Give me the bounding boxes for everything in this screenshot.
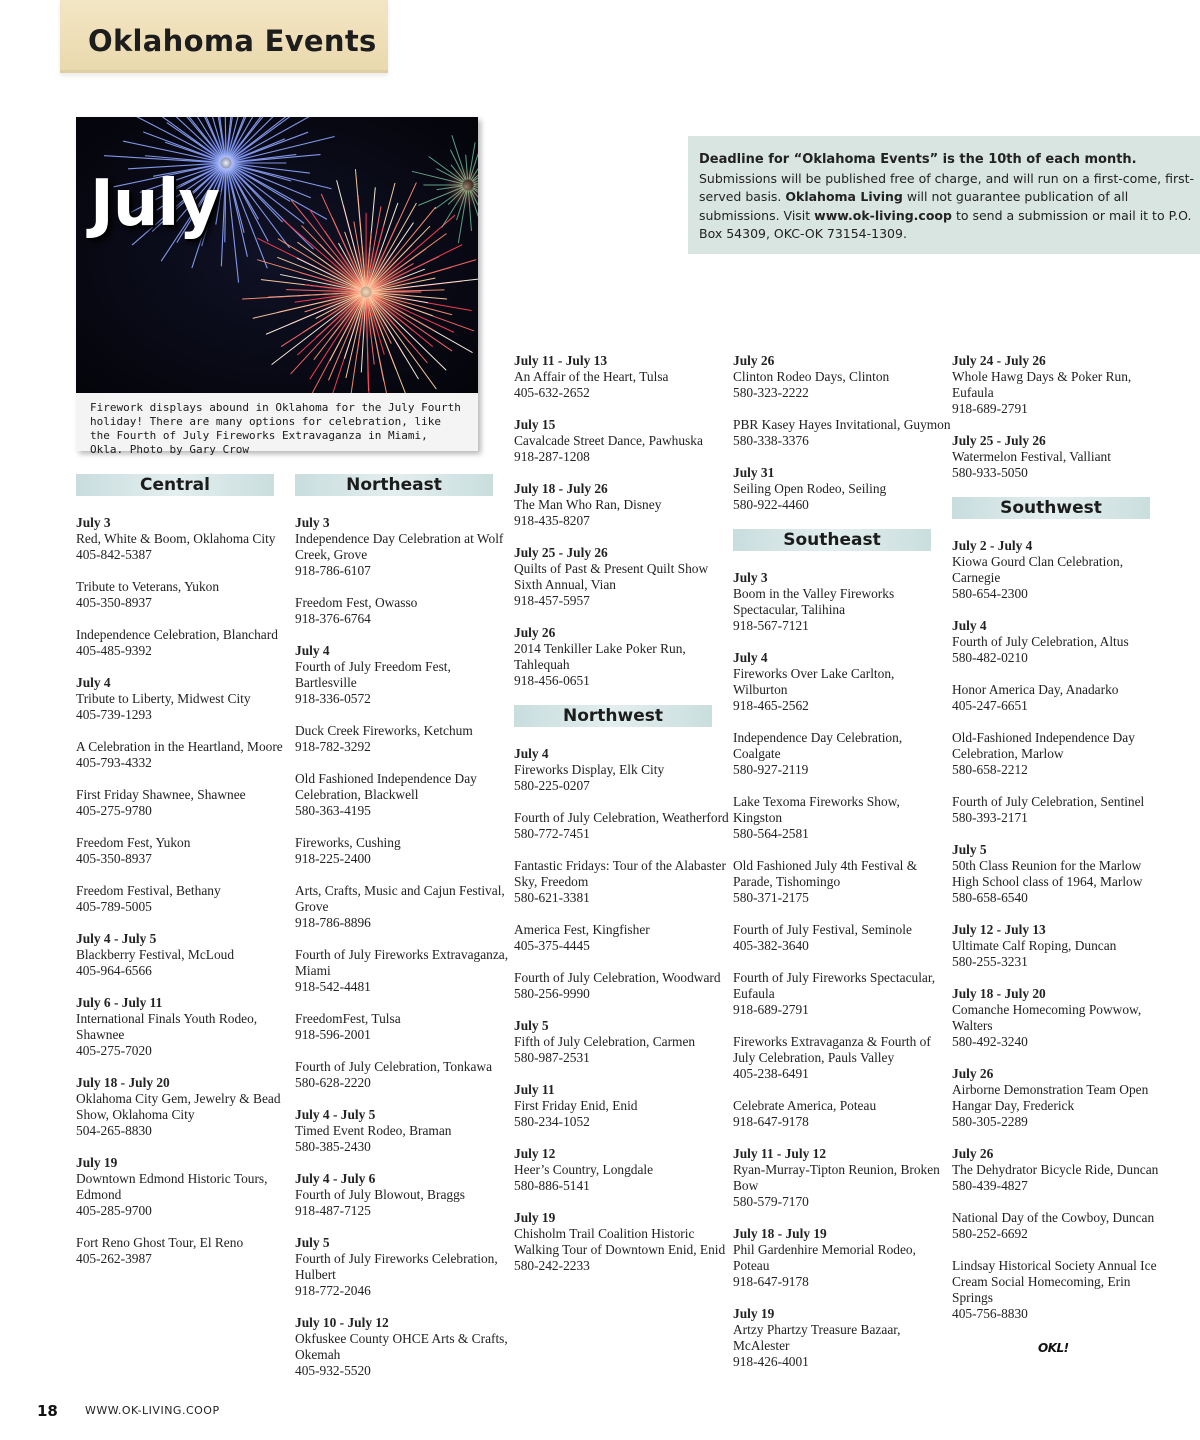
event-name: Blackberry Festival, McLoud [76, 947, 235, 962]
page-number: 18 [37, 1402, 58, 1420]
events-column-4 [733, 353, 951, 1386]
event-listing [952, 1146, 1170, 1194]
event-listing [514, 858, 732, 906]
event-name: Oklahoma City Gem, Jewelry & Bead Show, Oklahoma City [76, 1091, 281, 1122]
event-date: July 2 - July 4 [952, 538, 1033, 553]
event-date: July 18 - July 20 [76, 1075, 170, 1090]
event-name: Comanche Homecoming Powwow, Walters [952, 1002, 1142, 1033]
event-date: July 12 [514, 1146, 556, 1161]
event-listing [295, 835, 513, 867]
event-listing [733, 1034, 951, 1082]
event-listing [295, 1235, 513, 1299]
event-date: July 10 - July 12 [295, 1315, 389, 1330]
event-phone: 918-287-1208 [514, 449, 590, 464]
event-date: July 18 - July 20 [952, 986, 1046, 1001]
event-listing [733, 570, 951, 634]
event-date: July 3 [733, 570, 768, 585]
event-name: Ultimate Calf Roping, Duncan [952, 938, 1117, 953]
event-date: July 5 [952, 842, 987, 857]
event-name: Independence Celebration, Blanchard [76, 627, 278, 642]
page-title: Oklahoma Events [88, 24, 377, 58]
event-listing [295, 1059, 513, 1091]
event-listing [514, 417, 732, 465]
photo-title-july: July [90, 167, 220, 241]
event-name: Red, White & Boom, Oklahoma City [76, 531, 276, 546]
event-date: July 4 - July 5 [295, 1107, 376, 1122]
event-name: The Dehydrator Bicycle Ride, Duncan [952, 1162, 1159, 1177]
event-listing [514, 1082, 732, 1130]
event-listing [514, 1210, 732, 1274]
event-phone: 580-564-2581 [733, 826, 809, 841]
event-phone: 580-242-2233 [514, 1258, 590, 1273]
event-name: Fireworks Extravaganza & Fourth of July Celebration, Pauls Valley [733, 1034, 931, 1065]
event-name: Quilts of Past & Present Quilt Show Sixth Annual, Vian [514, 561, 709, 592]
event-listing [733, 794, 951, 842]
event-phone: 918-596-2001 [295, 1027, 371, 1042]
photo-caption: Firework displays abound in Oklahoma for the July Fourth holiday! There are many options for celebration, like the Fourth of July Fireworks Extravaganza in Miami, Okla. Photo by Gary Crow [90, 401, 461, 456]
event-date: July 31 [733, 465, 775, 480]
event-name: Fantastic Fridays: Tour of the Alabaster Sky, Freedom [514, 858, 726, 889]
event-date: July 19 [733, 1306, 775, 1321]
event-listing [76, 931, 294, 979]
event-listing [295, 947, 513, 995]
event-date: July 5 [514, 1018, 549, 1033]
event-date: July 6 - July 11 [76, 995, 163, 1010]
event-listing [514, 353, 732, 401]
event-name: FreedomFest, Tulsa [295, 1011, 401, 1026]
event-listing [76, 1075, 294, 1139]
event-name: Cavalcade Street Dance, Pawhuska [514, 433, 703, 448]
event-name: Fifth of July Celebration, Carmen [514, 1034, 696, 1049]
deadline-body [699, 170, 1200, 244]
event-phone: 580-482-0210 [952, 650, 1028, 665]
event-date: July 11 [514, 1082, 555, 1097]
event-phone: 918-456-0651 [514, 673, 590, 688]
event-date: July 11 - July 13 [514, 353, 608, 368]
event-name: Fourth of July Celebration, Altus [952, 634, 1129, 649]
event-phone: 405-485-9392 [76, 643, 152, 658]
section-banner [60, 0, 388, 73]
event-phone: 580-621-3381 [514, 890, 590, 905]
event-phone: 580-305-2289 [952, 1114, 1028, 1129]
event-name: Heer’s Country, Longdale [514, 1162, 654, 1177]
deadline-text-3: to send a submission or mail it to P.O. Box 54309, OKC-OK 73154-1309. [699, 207, 1192, 241]
event-listing [514, 481, 732, 529]
event-phone: 580-439-4827 [952, 1178, 1028, 1193]
event-phone: 580-385-2430 [295, 1139, 371, 1154]
event-listing [295, 1107, 513, 1155]
event-phone: 405-756-8830 [952, 1306, 1028, 1321]
event-name: Fort Reno Ghost Tour, El Reno [76, 1235, 244, 1250]
event-listing [733, 1226, 951, 1290]
events-column-5 [952, 353, 1170, 1338]
event-date: July 26 [733, 353, 775, 368]
event-date: July 18 - July 19 [733, 1226, 827, 1241]
event-phone: 918-376-6764 [295, 611, 371, 626]
event-phone: 918-426-4001 [733, 1354, 809, 1369]
event-listing [952, 794, 1170, 826]
event-name: Duck Creek Fireworks, Ketchum [295, 723, 473, 738]
event-phone: 918-225-2400 [295, 851, 371, 866]
fireworks-photo [76, 117, 478, 393]
magazine-name: Oklahoma Living [785, 189, 903, 204]
event-listing [76, 739, 294, 771]
event-date: July 18 - July 26 [514, 481, 608, 496]
event-listing [295, 643, 513, 707]
event-phone: 918-689-2791 [952, 401, 1028, 416]
event-name: Downtown Edmond Historic Tours, Edmond [76, 1171, 268, 1202]
event-listing [76, 835, 294, 867]
event-name: Okfuskee County OHCE Arts & Crafts, Okemah [295, 1331, 508, 1362]
events-column-3 [514, 353, 732, 1290]
event-name: Boom in the Valley Fireworks Spectacular, Talihina [733, 586, 895, 617]
event-listing [295, 515, 513, 579]
event-name: Kiowa Gourd Clan Celebration, Carnegie [952, 554, 1124, 585]
event-phone: 405-247-6651 [952, 698, 1028, 713]
event-phone: 918-542-4481 [295, 979, 371, 994]
event-name: Fourth of July Freedom Fest, Bartlesville [295, 659, 451, 690]
event-listing [733, 922, 951, 954]
deadline-text-1: Submissions will be published free of charge, and will run on a first-come, first-served basis. [699, 170, 1195, 204]
event-listing [733, 417, 951, 449]
event-listing [514, 1146, 732, 1194]
event-phone: 405-275-7020 [76, 1043, 152, 1058]
event-name: A Celebration in the Heartland, Moore [76, 739, 283, 754]
event-name: Old-Fashioned Independence Day Celebration, Marlow [952, 730, 1135, 761]
event-date: July 12 - July 13 [952, 922, 1046, 937]
region-heading-northwest: Northwest [514, 705, 712, 727]
event-phone: 918-689-2791 [733, 1002, 809, 1017]
event-name: The Man Who Ran, Disney [514, 497, 662, 512]
region-heading-central: Central [76, 474, 274, 496]
event-listing [952, 986, 1170, 1050]
event-date: July 4 [514, 746, 549, 761]
event-listing [295, 883, 513, 931]
event-date: July 19 [514, 1210, 556, 1225]
event-date: July 25 - July 26 [952, 433, 1046, 448]
event-phone: 405-842-5387 [76, 547, 152, 562]
event-phone: 580-338-3376 [733, 433, 809, 448]
event-name: Tribute to Liberty, Midwest City [76, 691, 251, 706]
event-name: Celebrate America, Poteau [733, 1098, 877, 1113]
event-name: America Fest, Kingfisher [514, 922, 650, 937]
event-name: Airborne Demonstration Team Open Hangar Day, Frederick [952, 1082, 1149, 1113]
event-phone: 580-628-2220 [295, 1075, 371, 1090]
event-phone: 918-786-8896 [295, 915, 371, 930]
event-listing [514, 625, 732, 689]
event-phone: 580-579-7170 [733, 1194, 809, 1209]
event-name: Phil Gardenhire Memorial Rodeo, Poteau [733, 1242, 916, 1273]
event-phone: 580-772-7451 [514, 826, 590, 841]
event-date: July 4 [733, 650, 768, 665]
event-phone: 580-225-0207 [514, 778, 590, 793]
event-listing [295, 1011, 513, 1043]
event-listing [514, 810, 732, 842]
event-name: National Day of the Cowboy, Duncan [952, 1210, 1155, 1225]
event-listing [952, 433, 1170, 481]
event-date: July 4 - July 6 [295, 1171, 376, 1186]
event-listing [733, 1306, 951, 1370]
event-listing [952, 1258, 1170, 1322]
event-phone: 580-363-4195 [295, 803, 371, 818]
event-listing [514, 922, 732, 954]
event-phone: 405-793-4332 [76, 755, 152, 770]
event-listing [952, 682, 1170, 714]
event-name: Fourth of July Fireworks Extravaganza, Miami [295, 947, 509, 978]
event-name: Independence Day Celebration, Coalgate [733, 730, 903, 761]
event-listing [952, 1066, 1170, 1130]
event-listing [733, 465, 951, 513]
event-phone: 918-782-3292 [295, 739, 371, 754]
event-phone: 580-252-6692 [952, 1226, 1028, 1241]
deadline-notice [688, 136, 1200, 254]
event-listing [514, 1018, 732, 1066]
event-phone: 918-647-9178 [733, 1114, 809, 1129]
event-name: Old Fashioned Independence Day Celebration, Blackwell [295, 771, 477, 802]
event-date: July 4 [952, 618, 987, 633]
event-name: Fourth of July Fireworks Spectacular, Eufaula [733, 970, 936, 1001]
event-date: July 26 [514, 625, 556, 640]
event-name: Watermelon Festival, Valliant [952, 449, 1111, 464]
event-phone: 580-371-2175 [733, 890, 809, 905]
ok-living-logo: OKL! [1038, 1341, 1069, 1355]
event-phone: 580-658-2212 [952, 762, 1028, 777]
region-heading-northeast: Northeast [295, 474, 493, 496]
event-name: PBR Kasey Hayes Invitational, Guymon [733, 417, 951, 432]
event-phone: 405-932-5520 [295, 1363, 371, 1378]
event-name: Fourth of July Celebration, Sentinel [952, 794, 1145, 809]
event-listing [952, 842, 1170, 906]
event-phone: 580-922-4460 [733, 497, 809, 512]
event-phone: 918-435-8207 [514, 513, 590, 528]
event-listing [733, 353, 951, 401]
event-phone: 504-265-8830 [76, 1123, 152, 1138]
event-name: First Friday Shawnee, Shawnee [76, 787, 246, 802]
event-phone: 580-234-1052 [514, 1114, 590, 1129]
event-name: Freedom Fest, Owasso [295, 595, 418, 610]
event-name: Fourth of July Blowout, Braggs [295, 1187, 465, 1202]
event-name: Arts, Crafts, Music and Cajun Festival, Grove [295, 883, 505, 914]
event-phone: 918-457-5957 [514, 593, 590, 608]
event-name: Old Fashioned July 4th Festival & Parade, Tishomingo [733, 858, 918, 889]
event-listing [514, 746, 732, 794]
event-listing [733, 650, 951, 714]
event-name: Independence Day Celebration at Wolf Creek, Grove [295, 531, 504, 562]
event-listing [952, 1210, 1170, 1242]
event-name: First Friday Enid, Enid [514, 1098, 638, 1113]
event-phone: 918-567-7121 [733, 618, 809, 633]
event-phone: 405-789-5005 [76, 899, 152, 914]
event-phone: 405-238-6491 [733, 1066, 809, 1081]
event-phone: 405-375-4445 [514, 938, 590, 953]
event-name: International Finals Youth Rodeo, Shawnee [76, 1011, 258, 1042]
event-name: Honor America Day, Anadarko [952, 682, 1119, 697]
featured-photo-card [76, 117, 478, 456]
event-phone: 580-886-5141 [514, 1178, 590, 1193]
event-listing [76, 995, 294, 1059]
event-phone: 918-336-0572 [295, 691, 371, 706]
event-phone: 405-350-8937 [76, 595, 152, 610]
event-name: Artzy Phartzy Treasure Bazaar, McAlester [733, 1322, 901, 1353]
deadline-heading: Deadline for “Oklahoma Events” is the 10th of each month. [699, 152, 1137, 167]
event-listing [76, 1235, 294, 1267]
event-listing [733, 970, 951, 1018]
event-listing [76, 627, 294, 659]
event-name: Fireworks, Cushing [295, 835, 401, 850]
event-name: Seiling Open Rodeo, Seiling [733, 481, 887, 496]
event-listing [295, 771, 513, 819]
event-phone: 580-393-2171 [952, 810, 1028, 825]
event-name: An Affair of the Heart, Tulsa [514, 369, 669, 384]
deadline-text-2: will not guarantee publication of all submissions. Visit [699, 189, 1129, 223]
event-listing [952, 538, 1170, 602]
events-column-2 [295, 474, 513, 1395]
event-phone: 918-772-2046 [295, 1283, 371, 1298]
event-listing [76, 515, 294, 563]
event-phone: 580-658-6540 [952, 890, 1028, 905]
event-name: Fourth of July Celebration, Tonkawa [295, 1059, 493, 1074]
event-listing [76, 675, 294, 723]
event-date: July 11 - July 12 [733, 1146, 827, 1161]
event-phone: 580-492-3240 [952, 1034, 1028, 1049]
event-listing [514, 545, 732, 609]
event-phone: 580-933-5050 [952, 465, 1028, 480]
event-phone: 405-262-3987 [76, 1251, 152, 1266]
event-date: July 4 - July 5 [76, 931, 157, 946]
event-listing [295, 1315, 513, 1379]
event-date: July 4 [76, 675, 111, 690]
event-phone: 580-323-2222 [733, 385, 809, 400]
event-phone: 405-632-2652 [514, 385, 590, 400]
event-date: July 5 [295, 1235, 330, 1250]
event-name: Lake Texoma Fireworks Show, Kingston [733, 794, 900, 825]
submission-link[interactable]: www.ok-living.coop [814, 207, 952, 223]
event-name: Clinton Rodeo Days, Clinton [733, 369, 890, 384]
event-listing [76, 883, 294, 915]
event-listing [952, 618, 1170, 666]
event-listing [733, 858, 951, 906]
event-listing [952, 922, 1170, 970]
footer-url[interactable]: WWW.OK-LIVING.COOP [85, 1404, 220, 1417]
event-phone: 580-927-2119 [733, 762, 809, 777]
event-name: Tribute to Veterans, Yukon [76, 579, 220, 594]
event-listing [76, 787, 294, 819]
event-listing [76, 579, 294, 611]
event-date: July 26 [952, 1066, 994, 1081]
event-date: July 25 - July 26 [514, 545, 608, 560]
event-listing [295, 595, 513, 627]
event-name: Chisholm Trail Coalition Historic Walking Tour of Downtown Enid, Enid [514, 1226, 726, 1257]
event-phone: 918-647-9178 [733, 1274, 809, 1289]
event-date: July 19 [76, 1155, 118, 1170]
event-name: Freedom Fest, Yukon [76, 835, 191, 850]
event-name: Fourth of July Festival, Seminole [733, 922, 912, 937]
event-phone: 580-987-2531 [514, 1050, 590, 1065]
event-phone: 918-786-6107 [295, 563, 371, 578]
event-name: Lindsay Historical Society Annual Ice Cream Social Homecoming, Erin Springs [952, 1258, 1157, 1305]
event-listing [733, 1146, 951, 1210]
event-phone: 405-285-9700 [76, 1203, 152, 1218]
event-listing [952, 730, 1170, 778]
event-phone: 405-382-3640 [733, 938, 809, 953]
event-phone: 580-255-3231 [952, 954, 1028, 969]
event-name: Timed Event Rodeo, Braman [295, 1123, 452, 1138]
event-phone: 405-739-1293 [76, 707, 152, 722]
region-heading-southwest: Southwest [952, 497, 1150, 519]
event-name: Fireworks Over Lake Carlton, Wilburton [733, 666, 895, 697]
event-listing [952, 353, 1170, 417]
event-listing [295, 1171, 513, 1219]
event-name: Freedom Festival, Bethany [76, 883, 221, 898]
event-date: July 24 - July 26 [952, 353, 1046, 368]
event-date: July 4 [295, 643, 330, 658]
event-date: July 15 [514, 417, 556, 432]
event-listing [733, 730, 951, 778]
event-phone: 405-350-8937 [76, 851, 152, 866]
event-name: Fourth of July Celebration, Weatherford [514, 810, 729, 825]
event-name: Fourth of July Fireworks Celebration, Hulbert [295, 1251, 498, 1282]
region-heading-southeast: Southeast [733, 529, 931, 551]
event-phone: 918-487-7125 [295, 1203, 371, 1218]
event-phone: 405-964-6566 [76, 963, 152, 978]
event-listing [733, 1098, 951, 1130]
event-listing [514, 970, 732, 1002]
event-name: Whole Hawg Days & Poker Run, Eufaula [952, 369, 1132, 400]
event-name: 50th Class Reunion for the Marlow High School class of 1964, Marlow [952, 858, 1143, 889]
event-phone: 918-465-2562 [733, 698, 809, 713]
events-column-1 [76, 474, 294, 1283]
event-name: 2014 Tenkiller Lake Poker Run, Tahlequah [514, 641, 686, 672]
event-date: July 26 [952, 1146, 994, 1161]
event-listing [295, 723, 513, 755]
event-listing [76, 1155, 294, 1219]
event-date: July 3 [295, 515, 330, 530]
event-date: July 3 [76, 515, 111, 530]
event-name: Fourth of July Celebration, Woodward [514, 970, 721, 985]
event-name: Ryan-Murray-Tipton Reunion, Broken Bow [733, 1162, 940, 1193]
event-phone: 405-275-9780 [76, 803, 152, 818]
event-phone: 580-654-2300 [952, 586, 1028, 601]
event-phone: 580-256-9990 [514, 986, 590, 1001]
event-name: Fireworks Display, Elk City [514, 762, 665, 777]
